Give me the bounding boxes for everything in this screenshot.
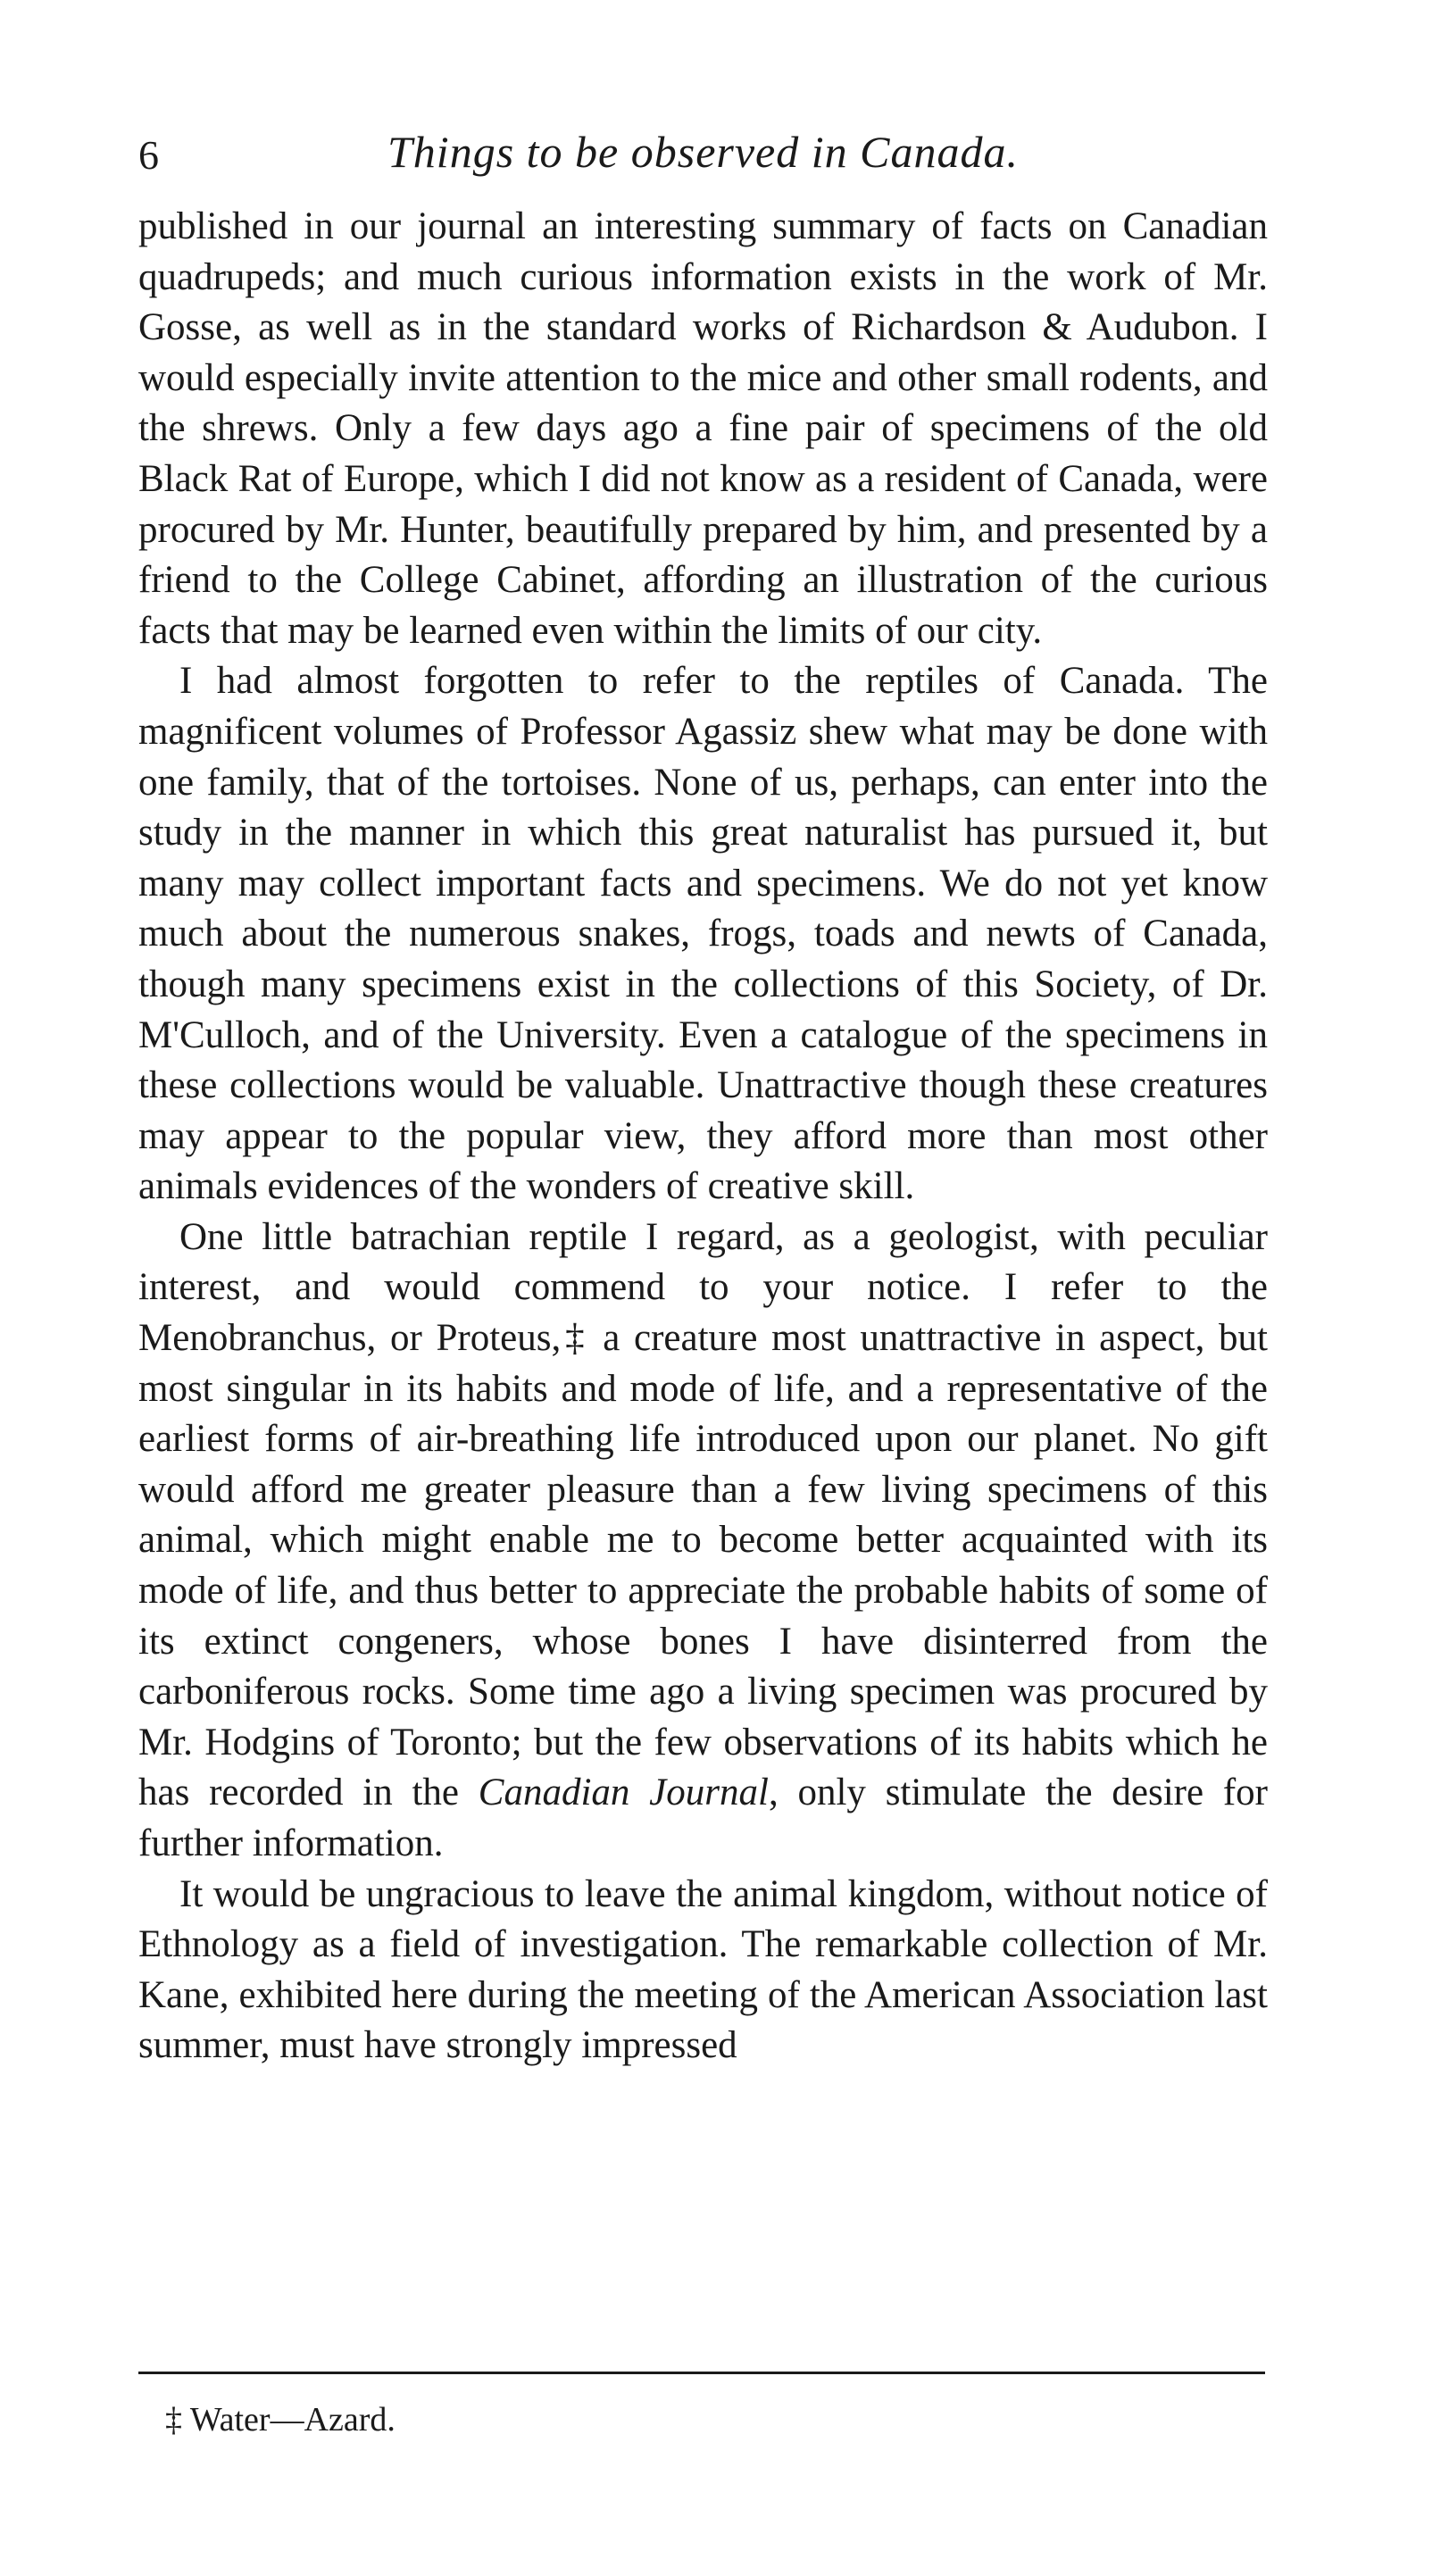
paragraph-text: It would be ungracious to leave the animal kingdom, without notice of Ethnology as a field of investigation. The remarkable collection of Mr. Kane, exhibited here during the meeting of the American Association last summer, must have strongly impressed (138, 1872, 1268, 2067)
page-number: 6 (138, 132, 159, 178)
running-head (138, 125, 1268, 188)
journal-title: Canadian Journal (478, 1772, 769, 1814)
paragraph-text: One little batrachian reptile I regard, as a geologist, with peculiar interest, and would commend to your notice. I refer to the Menobranchus, or Proteus,‡ a creature most unattractive in aspect, but most singular in its habits and mode of life, and a representative of the earliest forms of air-breathing life introduced upon our planet. No gift would afford me greater pleasure than a few living specimens of this animal, which might enable me to become better acquainted with its mode of life, and thus better to appreciate the probable habits of some of its extinct congeners, whose bones I have disinterred from the carboniferous rocks. Some time ago a living specimen was procured by Mr. Hodgins of Toronto; but the few observations of its habits which he has recorded in the (138, 1215, 1268, 1814)
paragraph-text: I had almost forgotten to refer to the reptiles of Canada. The magnificent volumes of Professor Agassiz shew what may be done with one family, that of the tortoises. None of us, perhaps, can enter into the study in the manner in which this great naturalist has pursued it, but many may collect important facts and specimens. We do not yet know much about the numerous snakes, frogs, toads and newts of Canada, though many specimens exist in the collections of this Society, of Dr. M'Culloch, and of the University. Even a catalogue of the specimens in these collections would be valuable. Unattractive though these creatures may appear to the popular view, they afford more than most other animals evidences of the wonders of creative skill. (138, 660, 1268, 1208)
running-title: Things to be observed in Canada. (387, 127, 1019, 177)
footnote: ‡ Water—Azard. (165, 2401, 396, 2438)
body-text (138, 202, 1268, 2072)
paragraph-reptiles (138, 656, 1268, 1213)
paragraph-text: published in our journal an interesting summary of facts on Canadian quadrupeds; and much curious information exists in the work of Mr. Gosse, as well as in the standard works of Richardson & Audubon. I would especially invite attention to the mice and other small rodents, and the shrews. Only a few days ago a fine pair of specimens of the old Black Rat of Europe, which I did not know as a resident of Canada, were procured by Mr. Hunter, beautifully prepared by him, and presented by a friend to the College Cabinet, affording an illustration of the curious facts that may be learned even within the limits of our city. (138, 205, 1268, 652)
paragraph-continued (138, 202, 1268, 656)
paragraph-menobranchus (138, 1213, 1268, 1870)
paragraph-ethnology (138, 1870, 1268, 2072)
paragraph-text-tail: , only stimulate the desire for further information. (138, 1772, 1268, 1864)
footnote-rule (138, 2372, 1265, 2374)
